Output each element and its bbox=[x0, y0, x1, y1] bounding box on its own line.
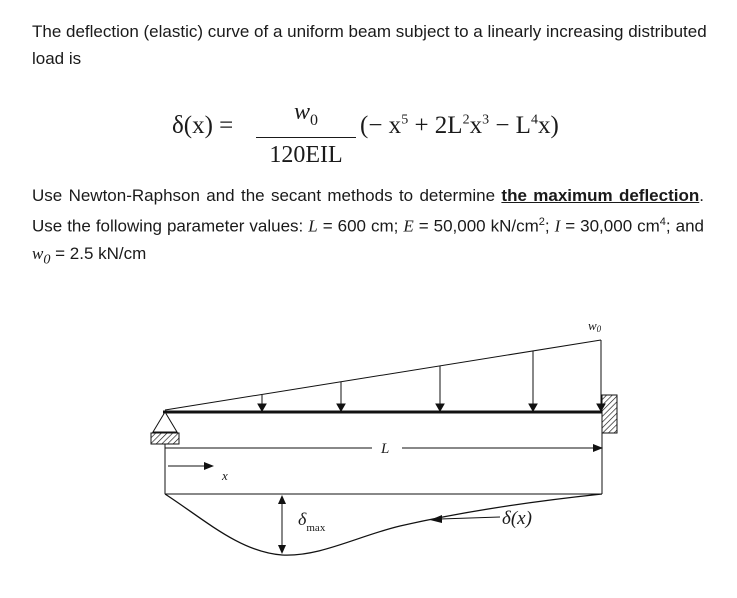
length-label: L bbox=[381, 441, 390, 457]
symbol-w-subscript: 0 bbox=[43, 251, 51, 268]
formula-numerator-symbol: w bbox=[293, 99, 310, 125]
formula-lhs: δ(x) = bbox=[172, 112, 234, 139]
delta-x-pointer bbox=[440, 517, 500, 519]
delta-max-arrow-bottom bbox=[278, 545, 286, 554]
value-L: = 600 cm; bbox=[317, 216, 404, 236]
symbol-I: I bbox=[554, 216, 561, 236]
load-arrows bbox=[258, 340, 605, 411]
conjunction: ; and bbox=[665, 216, 704, 236]
exponent-E: 2 bbox=[538, 216, 545, 228]
load-arrow-2-head bbox=[337, 404, 345, 411]
delta-max-label bbox=[298, 509, 326, 534]
poly-power-3: 3 bbox=[482, 112, 490, 128]
delta-max-subscript: max bbox=[306, 522, 326, 534]
delta-x-label: δ(x) bbox=[502, 508, 532, 529]
pin-support bbox=[153, 412, 177, 432]
formula-denominator: 120EIL bbox=[269, 141, 343, 168]
symbol-w: w bbox=[32, 243, 44, 263]
intro-text: The deflection (elastic) curve of a uniform beam subject to a linearly increasing distributed load is bbox=[32, 22, 707, 68]
fixed-wall-support bbox=[602, 395, 617, 433]
exponent-I: 4 bbox=[659, 216, 666, 228]
load-label-w0 bbox=[588, 318, 602, 334]
value-E: = 50,000 kN/cm bbox=[413, 216, 539, 236]
poly-close: x) bbox=[537, 112, 559, 139]
value-I: = 30,000 cm bbox=[560, 216, 660, 236]
separator: ; bbox=[544, 216, 555, 236]
symbol-L: L bbox=[308, 216, 318, 236]
poly-power-1: 5 bbox=[401, 112, 409, 128]
emphasis-max-deflection: the maximum deflection bbox=[501, 186, 700, 205]
problem-text-2: . Use the following parameter values: bbox=[32, 186, 704, 236]
x-label: x bbox=[222, 468, 228, 483]
problem-text-1: Use Newton-Raphson and the secant methods to determine bbox=[32, 186, 502, 205]
poly-term-3: − L bbox=[489, 112, 531, 139]
load-arrow-4-head bbox=[529, 404, 537, 411]
load-envelope-line bbox=[165, 340, 601, 410]
delta-max-arrow-top bbox=[278, 495, 286, 504]
load-arrow-3-head bbox=[436, 404, 444, 411]
poly-power-2: 2 bbox=[462, 112, 470, 128]
load-label-w: w bbox=[588, 318, 597, 333]
poly-open: (− x bbox=[360, 112, 402, 139]
load-arrow-1-head bbox=[258, 404, 266, 411]
load-label-subscript: 0 bbox=[596, 324, 602, 334]
delta-max-symbol: δ bbox=[298, 509, 307, 529]
x-axis-arrowhead bbox=[204, 462, 214, 470]
poly-x: x bbox=[469, 112, 483, 139]
deflection-curve bbox=[165, 494, 602, 555]
poly-power-4: 4 bbox=[530, 112, 538, 128]
symbol-E: E bbox=[403, 216, 414, 236]
value-w0: = 2.5 kN/cm bbox=[50, 243, 147, 263]
pin-support-ground bbox=[151, 433, 179, 444]
formula-numerator-subscript: 0 bbox=[310, 111, 318, 129]
poly-term-2: + 2L bbox=[408, 112, 463, 139]
